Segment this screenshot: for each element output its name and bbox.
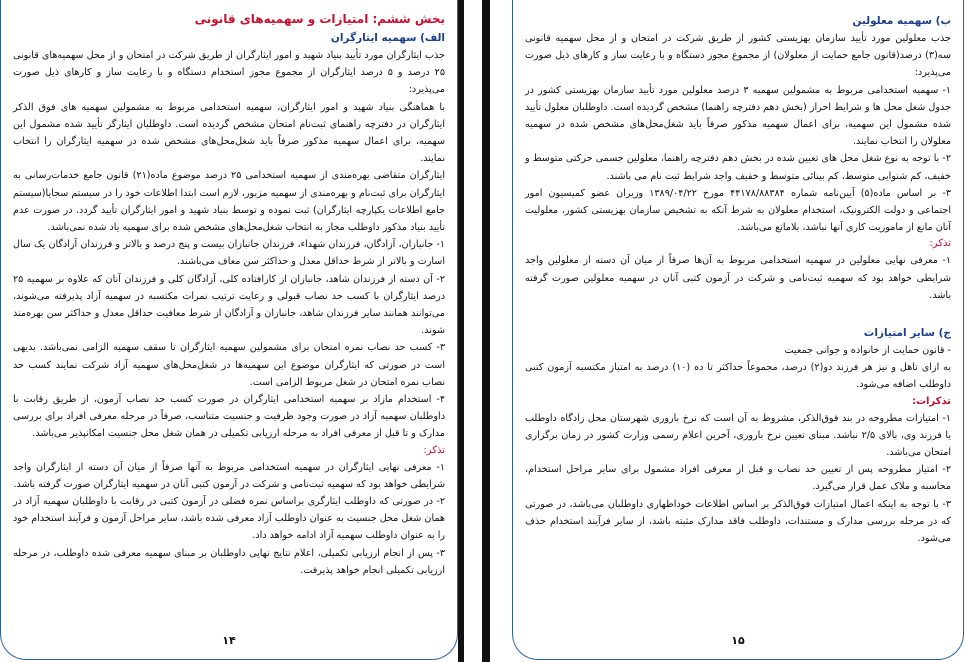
paragraph: ۱- سهمیه استخدامی مربوط به مشمولین سهمیه ۳ درصد معلولین مورد تأیید سازمان بهزیستی کشور در جدول شغل محل ها و شرایط احراز (بخش دهم دفترچه راهنما) مشخص گردیده است. داوطلبان معلول تأیید شده مشمول این سهمیه، برای اعمال سهمیه مذکور صرفاً باید شغل‌محل‌های مشخص شده در سهمیه معلولان را انتخاب نمایند. [525,84,952,148]
paragraph: جذب معلولین مورد تأیید سازمان بهزیستی کشور از طریق شرکت در امتحان و از محل سهمیه قانونی سه(۳) درصد(قانون جامع حمایت از معلولان) از مجموع مجوز دستگاه و با رعایت ساز و کارهای ذیل صورت می‌پذیرد: [525,33,951,79]
note-title: تذکر: [929,238,951,250]
note-title: تذکر: [423,444,445,456]
paragraph: با هماهنگی بنیاد شهید و امور ایثارگران، سهمیه استخدامی مربوط به مشمولین سهمیه های فوق الذکر ایثارگران در دفترچه راهنمای ثبت‌نام امتحان مشخص گردیده است. داوطلبان ایثارگر تأیید شده مشمول این سهمیه، برای اعمال سهمیه مذکور صرفاً باید شغل‌محل‌های مشخص شده در سهمیه ایثارگران را انتخاب نمایند. [13,101,445,165]
left-page-shadow [458,0,464,662]
subsection-title-veterans: الف) سهمیه ایثارگران [330,32,445,44]
note-item: ۲- امتیاز مطروحه پس از تعیین حد نصاب و قبل از معرفی افراد مشمول برای سایر مراحل استخدام، محاسبه و ملاک عمل قرار می‌گیرد. [525,464,951,493]
paragraph: - قانون حمایت از خانواده و جوانی جمعیت [784,345,951,357]
paragraph: جذب ایثارگران مورد تأیید بنیاد شهید و امور ایثارگران از طریق شرکت در امتحان و از محل سهمیه‌های قانونی ۲۵ درصد و ۵ درصد ایثارگران از مجموع مجوز استخدام دستگاه و با رعایت ساز و کارهای ذیل صورت می‌پذیرد: [13,50,445,96]
subsection-title-disabled: ب) سهمیه معلولین [852,15,951,27]
paragraph: ۳- کسب حد نصاب نمره امتحان برای مشمولین سهمیه ایثارگران تا سقف سهمیه الزامی نمی‌باشد. بدیهی است در صورتی که ایثارگران موضوع این سهمیه‌ها در شغل‌محل‌های سهمیه آزاد شرکت نمایند کسب حد نصاب نمره امتحان در شغل مربوط الزامی است. [13,342,445,388]
paragraph: ۲- با توجه به نوع شغل محل های تعیین شده در بخش دهم دفترچه راهنما، معلولین جسمی حرکتی متوسط و خفیف، کم شنوایی متوسط، کم بینائی متوسط و خفیف واجد شرایط ثبت نام می باشند. [525,153,951,182]
paragraph: به ازای تاهل و نیز هر فرزند دو(۲) درصد، مجموعاً حداکثر تا ده (۱۰) درصد به امتیاز مکتسبه آزمون کتبی داوطلب اضافه می‌شود. [525,362,951,391]
section-title: بخش ششم: امتیازات و سهمیه‌های قانونی [194,12,445,26]
page-14 [0,0,458,660]
note-item: ۲- در صورتی که داوطلب ایثارگری براساس نمره فضلی در آزمون کتبی در رقابت با داوطلبان سهمیه آزاد در همان شغل محل جنسیت به عنوان داوطلب آزاد معرفی شده باشد، سایر مراحل آزمون و فرآیند استخدام خود را به عنوان داوطلب سهمیه آزاد ادامه خواهد داد. [13,496,445,542]
page-15 [512,0,964,660]
note-item: ۳- با توجه به اینکه اعمال امتیازات فوق‌الذکر بر اساس اطلاعات خوداظهاری داوطلبان می‌باشد، در صورتی که در مرحله بررسی مدارک و مستندات، داوطلب فاقد مدارک مثبته باشد، از سایر فرآیند استخدام حذف می‌شود. [525,498,951,545]
paragraph: ایثارگران متقاضی بهره‌مندی از سهمیه استخدامی ۲۵ درصد موضوع ماده(۲۱) قانون جامع خدمات‌رسانی به ایثارگران برای ثبت‌نام و بهره‌مندی از سهمیه مزبور، لازم است ابتدا اطلاعات خود را در سیستم سجایا(سیستم جامع اطلاعات یکپارچه ایثارگران) ثبت نموده و توسط بنیاد شهید و امور ایثارگران تأیید گردد. در صورت عدم تأیید بنیاد مذکور داوطلب مجاز به انتخاب شغل‌محل‌های مشخص شده برای سهمیه یاد شده نمی‌باشد. [13,170,446,234]
paragraph: ۴- استخدام مازاد بر سهمیه استخدامی ایثارگران در صورت کسب حد نصاب آزمون، از طریق رقابت با داوطلبان سهمیه آزاد در صورت وجود ظرفیت و جنسیت متناسب، صرفاً در مرحله معرفی افراد برای بررسی مدارک و تا قبل از معرفی افراد به مرحله ارزیابی تکمیلی در همان شغل محل جنسیت امکانپذیر می‌باشد. [13,394,445,440]
page-number: ۱۵ [731,634,745,647]
notes-title: تذکرات: [911,395,951,407]
note-item: ۱- معرفی نهایی معلولین در سهمیه استخدامی مربوط به آن‌ها صرفاً از میان آن دسته از معلولین واجد شرایطی خواهد بود که سهمیه ثبت‌نامی و شرکت در آزمون کتبی آنان در سهمیه معلولین صورت گرفته باشد. [525,255,951,301]
page-14-content [13,10,445,579]
note-item: ۱- امتیازات مطروحه در بند فوق‌الذکر، مشروط به آن است که نرخ باروری شهرستان محل زادگاه داوطلب یا فرزند وی، بالای ۲/۵ نباشد. مبنای تعیین نرخ باروری، آخرین اعلام رسمی وزارت کشور در زمان برگزاری امتحان می‌باشد. [525,412,951,459]
book-spine [482,0,490,662]
paragraph: ۳- بر اساس ماده(۵) آیین‌نامه شماره ۴۴۱۷۸/۸۸۳۸۴ مورخ ۱۳۸۹/۰۴/۲۲ وزیران عضو کمیسیون امور اجتماعی و دولت الکترونیک، استخدام معلولان به شرط آنکه به تشخیص سازمان بهزیستی کشور، معلولیت آنان مانع از ماموریت کاری آنها نباشد، بلامانع می‌باشد. [525,187,951,234]
page-15-content [525,12,951,547]
page-number: ۱۴ [222,634,236,647]
note-item: ۳- پس از انجام ارزیابی تکمیلی، اعلام نتایج نهایی داوطلبان بر مبنای سهمیه معرفی شده داوطلب، در مرحله ارزیابی تکمیلی انجام خواهد پذیرفت. [13,547,445,576]
subsection-title-other-points: ج) سایر امتیازات [863,327,951,340]
note-item: ۱- معرفی نهایی ایثارگران در سهمیه استخدامی مربوط به آنها صرفاً از میان آن دسته از ایثارگران واجد شرایطی خواهد بود که سهمیه ثبت‌نامی و شرکت در آزمون کتبی آنان در سهمیه ایثارگران صورت گرفته باشد. [13,461,445,490]
paragraph: ۱- جانبازان، آزادگان، فرزندان شهداء، فرزندان جانبازان بیست و پنج درصد و بالاتر و فرزندان آزادگان یک سال اسارت و بالاتر از شرط حداقل معدل و حداکثر سن معاف می‌باشند. [13,239,445,268]
paragraph: ۲- آن دسته از فرزندان شاهد، جانبازان از کارافتاده کلی، آزادگان کلی و فرزندان آنان که علاوه بر سهمیه ۲۵ درصد ایثارگران با کسب حد نصاب قبولی و رعایت ترتیب نمرات مکتسبه در سهمیه آزاد پذیرفته می‌شوند، می‌توانند همانند سایر فرزندان شاهد، جانبازان و آزادگان از شرط معافیت حداقل معدل و حداکثر سن بهره‌مند شوند. [13,273,445,337]
